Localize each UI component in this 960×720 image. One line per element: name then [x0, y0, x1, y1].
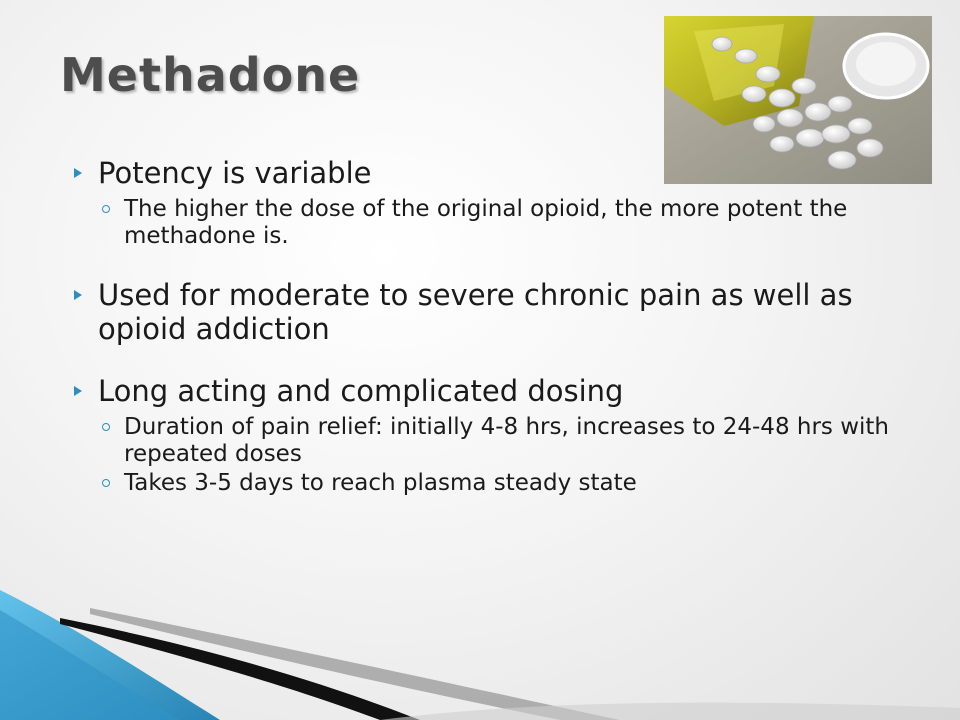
sub-bullet-item [98, 414, 900, 468]
sub-bullet-list [98, 196, 900, 250]
sub-bullet-item [98, 470, 900, 497]
arrow-bullet-icon [74, 290, 82, 300]
sub-bullet-text: Duration of pain relief: initially 4-8 hrs, increases to 24-48 hrs with repeated doses [124, 414, 890, 467]
bullet-text: Long acting and complicated dosing [98, 374, 624, 408]
sub-bullet-text: Takes 3-5 days to reach plasma steady state [124, 470, 637, 496]
bullet-text: Used for moderate to severe chronic pain as well as opioid addiction [98, 278, 853, 346]
sub-bullet-item [98, 196, 900, 250]
bullet-text: Potency is variable [98, 156, 372, 190]
bullet-item [70, 156, 900, 250]
bullet-item [70, 374, 900, 497]
arrow-bullet-icon [74, 386, 82, 396]
circle-bullet-icon [102, 423, 110, 431]
arrow-bullet-icon [74, 168, 82, 178]
circle-bullet-icon [102, 479, 110, 487]
bullet-list [70, 156, 900, 497]
sub-bullet-text: The higher the dose of the original opioid, the more potent the methadone is. [124, 196, 848, 249]
circle-bullet-icon [102, 205, 110, 213]
slide-title: Methadone [60, 48, 361, 102]
bullet-item [70, 278, 900, 346]
decorative-wave [0, 590, 960, 720]
sub-bullet-list [98, 414, 900, 497]
